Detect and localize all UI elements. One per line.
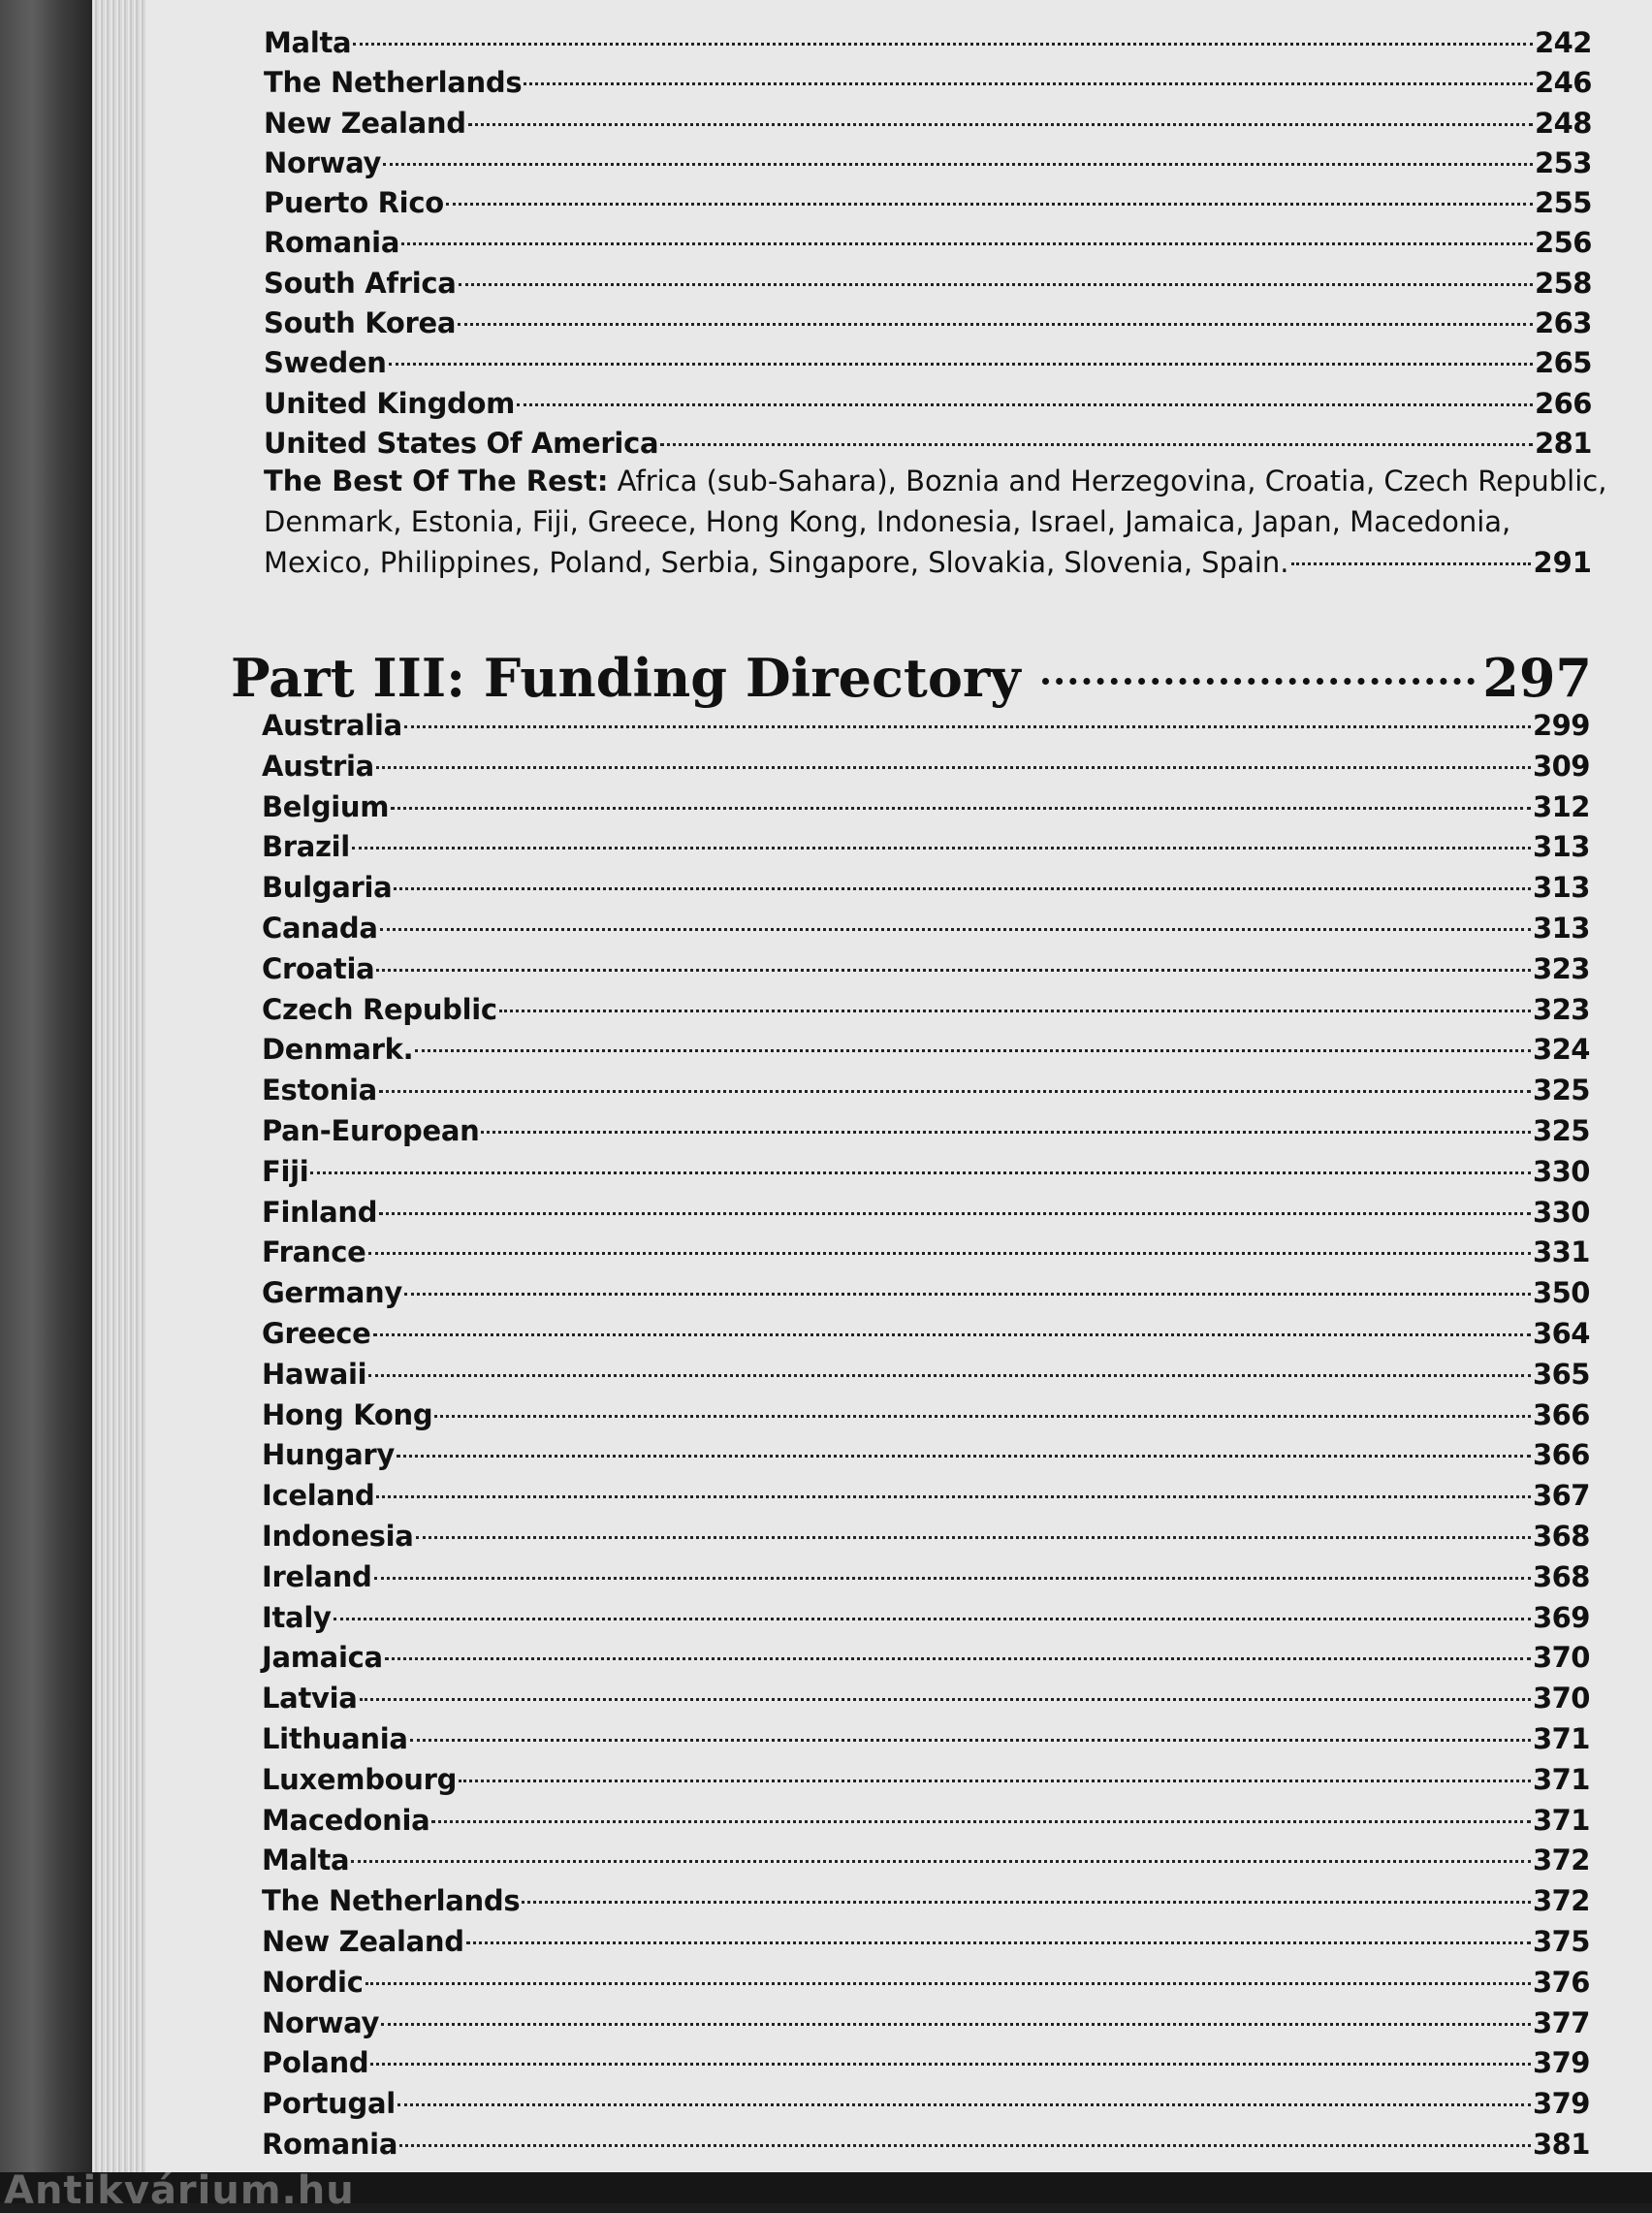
dot-leader	[389, 363, 1533, 366]
toc-entry	[262, 949, 1590, 990]
dot-leader	[466, 1941, 1531, 1944]
dot-leader	[379, 1212, 1531, 1215]
dot-leader	[373, 1333, 1531, 1336]
entry-page-number: 375	[1532, 1924, 1590, 1958]
entry-title: South Africa	[264, 266, 457, 300]
dot-leader	[446, 203, 1533, 206]
toc-entry	[264, 63, 1592, 103]
best-of-rest-line1: Africa (sub-Sahara), Boznia and Herzegovina, Croatia, Czech Republic,	[608, 465, 1607, 497]
entry-title: Sweden	[264, 346, 387, 380]
dot-leader	[376, 766, 1531, 769]
entry-title: Romania	[262, 2127, 398, 2161]
entry-title: Finland	[262, 1195, 378, 1229]
toc-entry	[262, 1801, 1590, 1842]
toc-entry	[262, 1963, 1590, 2004]
entry-page-number: 371	[1532, 1803, 1590, 1837]
entry-title: Norway	[262, 2005, 380, 2039]
toc-page	[145, 0, 1652, 2172]
entry-title: Indonesia	[262, 1519, 414, 1553]
entry-page-number: 350	[1532, 1276, 1590, 1310]
entry-page-number: 325	[1532, 1074, 1590, 1107]
dot-leader	[397, 1455, 1531, 1458]
dot-leader	[522, 1901, 1531, 1904]
dot-leader	[524, 82, 1533, 85]
entry-title: Belgium	[262, 789, 390, 823]
entry-title: The Netherlands	[262, 1884, 521, 1918]
dot-leader	[381, 2023, 1531, 2026]
entry-title: New Zealand	[264, 106, 466, 140]
toc-entry	[264, 264, 1592, 304]
entry-page-number: 256	[1534, 226, 1592, 260]
entry-page-number: 258	[1534, 266, 1592, 300]
entry-title: Ireland	[262, 1559, 372, 1593]
entry-title: Czech Republic	[262, 992, 497, 1026]
toc-entry	[262, 1557, 1590, 1598]
entry-title: France	[262, 1235, 366, 1269]
dot-leader	[468, 123, 1533, 126]
entry-title: Pan-European	[262, 1113, 480, 1147]
toc-entry	[262, 1638, 1590, 1679]
dot-leader	[415, 1049, 1531, 1052]
best-of-rest-line2: Denmark, Estonia, Fiji, Greece, Hong Kong, Indonesia, Israel, Jamaica, Japan, Macedonia,	[264, 505, 1511, 538]
toc-entry	[262, 827, 1590, 868]
toc-entry	[262, 1719, 1590, 1760]
entry-page-number: 299	[1532, 709, 1590, 742]
page-edges	[92, 0, 145, 2172]
entry-title: Germany	[262, 1276, 403, 1310]
dot-leader	[397, 2103, 1531, 2106]
toc-entry	[264, 304, 1592, 343]
entry-page-number: 365	[1532, 1357, 1590, 1391]
toc-entry	[262, 1071, 1590, 1111]
toc-entry	[262, 1922, 1590, 1963]
dot-leader	[353, 43, 1533, 46]
toc-entry	[262, 1355, 1590, 1395]
entry-title: Malta	[262, 1844, 350, 1877]
dot-leader	[351, 1860, 1531, 1863]
entry-title: United States Of America	[264, 426, 659, 460]
best-of-rest-entry	[264, 461, 1607, 583]
dot-leader	[399, 2144, 1531, 2147]
entry-page-number: 325	[1532, 1113, 1590, 1147]
entry-page-number: 265	[1534, 346, 1592, 380]
entry-page-number: 371	[1532, 1762, 1590, 1796]
dot-leader	[374, 1577, 1531, 1580]
best-of-rest-line3: Mexico, Philippines, Poland, Serbia, Singapore, Slovakia, Slovenia, Spain.	[264, 546, 1289, 579]
entry-page-number: 323	[1532, 992, 1590, 1026]
entry-page-number: 368	[1532, 1519, 1590, 1553]
entry-page-number: 242	[1534, 26, 1592, 59]
dot-leader	[499, 1010, 1531, 1012]
dot-leader	[360, 1698, 1531, 1701]
dot-leader	[383, 163, 1533, 166]
entry-title: Canada	[262, 911, 378, 945]
watermark-text: Antikvárium.hu	[4, 2168, 355, 2213]
entry-title: Hawaii	[262, 1357, 367, 1391]
toc-entry	[262, 990, 1590, 1031]
toc-entry	[262, 1030, 1590, 1071]
entry-page-number: 364	[1532, 1316, 1590, 1350]
entry-page-number: 323	[1532, 951, 1590, 985]
toc-entry	[262, 868, 1590, 909]
entry-title: Luxembourg	[262, 1762, 458, 1796]
entry-page-number: 379	[1532, 2087, 1590, 2121]
toc-entry	[262, 787, 1590, 828]
entry-page-number: 266	[1534, 386, 1592, 420]
toc-entry	[264, 23, 1592, 63]
dot-leader	[404, 1293, 1531, 1296]
toc-entry	[262, 1314, 1590, 1355]
toc-entry	[264, 343, 1592, 383]
entry-page-number: 330	[1532, 1154, 1590, 1188]
dot-leader	[416, 1536, 1531, 1539]
toc-entry	[262, 1679, 1590, 1719]
dot-leader	[458, 323, 1533, 326]
entry-page-number: 312	[1532, 789, 1590, 823]
dot-leader	[401, 242, 1533, 245]
entry-title: Malta	[264, 26, 352, 59]
dot-leader	[376, 969, 1531, 972]
toc-entry	[262, 1841, 1590, 1881]
entry-page-number: 370	[1532, 1641, 1590, 1675]
entry-page-number: 376	[1532, 1965, 1590, 1999]
entry-title: Estonia	[262, 1074, 377, 1107]
dot-leader	[334, 1618, 1531, 1620]
entry-title: Denmark.	[262, 1033, 414, 1067]
entry-title: Macedonia	[262, 1803, 430, 1837]
entry-title: Latvia	[262, 1682, 358, 1716]
entry-title: Hong Kong	[262, 1397, 433, 1431]
toc-entry	[264, 144, 1592, 183]
entry-page-number: 330	[1532, 1195, 1590, 1229]
entry-page-number: 313	[1532, 830, 1590, 864]
entry-title: Croatia	[262, 951, 375, 985]
toc-entry	[264, 183, 1592, 223]
toc-entry	[262, 1476, 1590, 1517]
entry-title: Nordic	[262, 1965, 364, 1999]
part-page-number: 297	[1482, 647, 1592, 709]
entry-page-number: 366	[1532, 1397, 1590, 1431]
dot-leader	[1291, 562, 1532, 565]
dot-leader	[517, 403, 1533, 406]
toc-entry	[262, 909, 1590, 949]
entry-page-number: 255	[1534, 186, 1592, 220]
entry-title: Brazil	[262, 830, 350, 864]
toc-entry	[264, 424, 1592, 464]
toc-entry	[262, 2004, 1590, 2044]
entry-page-number: 377	[1532, 2005, 1590, 2039]
best-of-rest-label: The Best Of The Rest:	[264, 465, 609, 497]
entry-page-number: 381	[1532, 2127, 1590, 2161]
entry-page-number: 379	[1532, 2046, 1590, 2080]
entry-page-number: 331	[1532, 1235, 1590, 1269]
entry-page-number: 372	[1532, 1884, 1590, 1918]
entry-title: Greece	[262, 1316, 371, 1350]
entry-title: Australia	[262, 709, 402, 742]
entry-title: Hungary	[262, 1438, 395, 1472]
dot-leader	[391, 807, 1531, 810]
entry-page-number: 366	[1532, 1438, 1590, 1472]
dot-leader	[431, 1820, 1531, 1823]
dot-leader	[1042, 678, 1476, 685]
toc-entry	[262, 2125, 1590, 2165]
dot-leader	[365, 1982, 1531, 1985]
entry-title: Jamaica	[262, 1641, 383, 1675]
toc-entry	[262, 1760, 1590, 1801]
entry-page-number: 313	[1532, 871, 1590, 905]
entry-title: Portugal	[262, 2087, 396, 2121]
entry-page-number: 253	[1534, 145, 1592, 179]
entry-page-number: 313	[1532, 911, 1590, 945]
entry-page-number: 368	[1532, 1559, 1590, 1593]
dot-leader	[368, 1374, 1531, 1377]
dot-leader	[368, 1252, 1531, 1255]
toc-entry	[264, 104, 1592, 144]
toc-entry	[262, 1435, 1590, 1476]
entry-page-number: 248	[1534, 106, 1592, 140]
dot-leader	[459, 283, 1533, 286]
entry-title: Romania	[264, 226, 400, 260]
dot-leader	[385, 1657, 1531, 1660]
toc-entry	[262, 2084, 1590, 2125]
entry-page-number: 372	[1532, 1844, 1590, 1877]
toc-entry	[262, 1517, 1590, 1557]
toc-entry	[262, 1152, 1590, 1193]
entry-title: Bulgaria	[262, 871, 393, 905]
toc-entry	[262, 747, 1590, 787]
toc-list-continued	[264, 23, 1592, 464]
entry-page-number: 369	[1532, 1600, 1590, 1634]
dot-leader	[352, 847, 1531, 850]
dot-leader	[379, 1090, 1531, 1093]
entry-page-number: 281	[1534, 426, 1592, 460]
entry-title: South Korea	[264, 306, 457, 340]
entry-page-number: 309	[1532, 749, 1590, 783]
entry-title: Poland	[262, 2046, 369, 2080]
dot-leader	[380, 928, 1531, 931]
entry-title: Iceland	[262, 1479, 375, 1513]
entry-page-number: 324	[1532, 1033, 1590, 1067]
best-of-rest-page: 291	[1533, 546, 1592, 579]
toc-entry	[264, 223, 1592, 263]
entry-page-number: 367	[1532, 1479, 1590, 1513]
toc-entry	[262, 1598, 1590, 1639]
part-title: Part III: Funding Directory	[231, 647, 1021, 709]
part-heading	[231, 644, 1592, 712]
entry-title: Austria	[262, 749, 374, 783]
toc-entry	[262, 1395, 1590, 1436]
toc-entry	[262, 2043, 1590, 2084]
entry-page-number: 371	[1532, 1721, 1590, 1755]
entry-title: Norway	[264, 145, 382, 179]
entry-title: New Zealand	[262, 1924, 464, 1958]
toc-entry	[262, 706, 1590, 747]
entry-title: Puerto Rico	[264, 186, 444, 220]
toc-entry	[262, 1193, 1590, 1234]
entry-title: Fiji	[262, 1154, 309, 1188]
dot-leader	[660, 443, 1533, 446]
dot-leader	[459, 1780, 1531, 1782]
funding-directory-list	[262, 706, 1590, 2165]
toc-entry	[262, 1273, 1590, 1314]
dot-leader	[404, 725, 1531, 728]
entry-title: The Netherlands	[264, 66, 523, 100]
dot-leader	[310, 1171, 1531, 1174]
toc-entry	[262, 1111, 1590, 1152]
dot-leader	[410, 1739, 1531, 1742]
entry-title: United Kingdom	[264, 386, 516, 420]
toc-entry	[262, 1233, 1590, 1273]
dot-leader	[434, 1415, 1531, 1418]
book-spine	[0, 0, 92, 2203]
entry-page-number: 370	[1532, 1682, 1590, 1716]
toc-entry	[262, 1881, 1590, 1922]
entry-page-number: 263	[1534, 306, 1592, 340]
toc-entry	[264, 384, 1592, 424]
entry-title: Italy	[262, 1600, 332, 1634]
dot-leader	[370, 2063, 1531, 2066]
dot-leader	[394, 887, 1531, 890]
entry-title: Lithuania	[262, 1721, 408, 1755]
dot-leader	[376, 1495, 1530, 1498]
entry-page-number: 246	[1534, 66, 1592, 100]
dot-leader	[481, 1131, 1531, 1134]
